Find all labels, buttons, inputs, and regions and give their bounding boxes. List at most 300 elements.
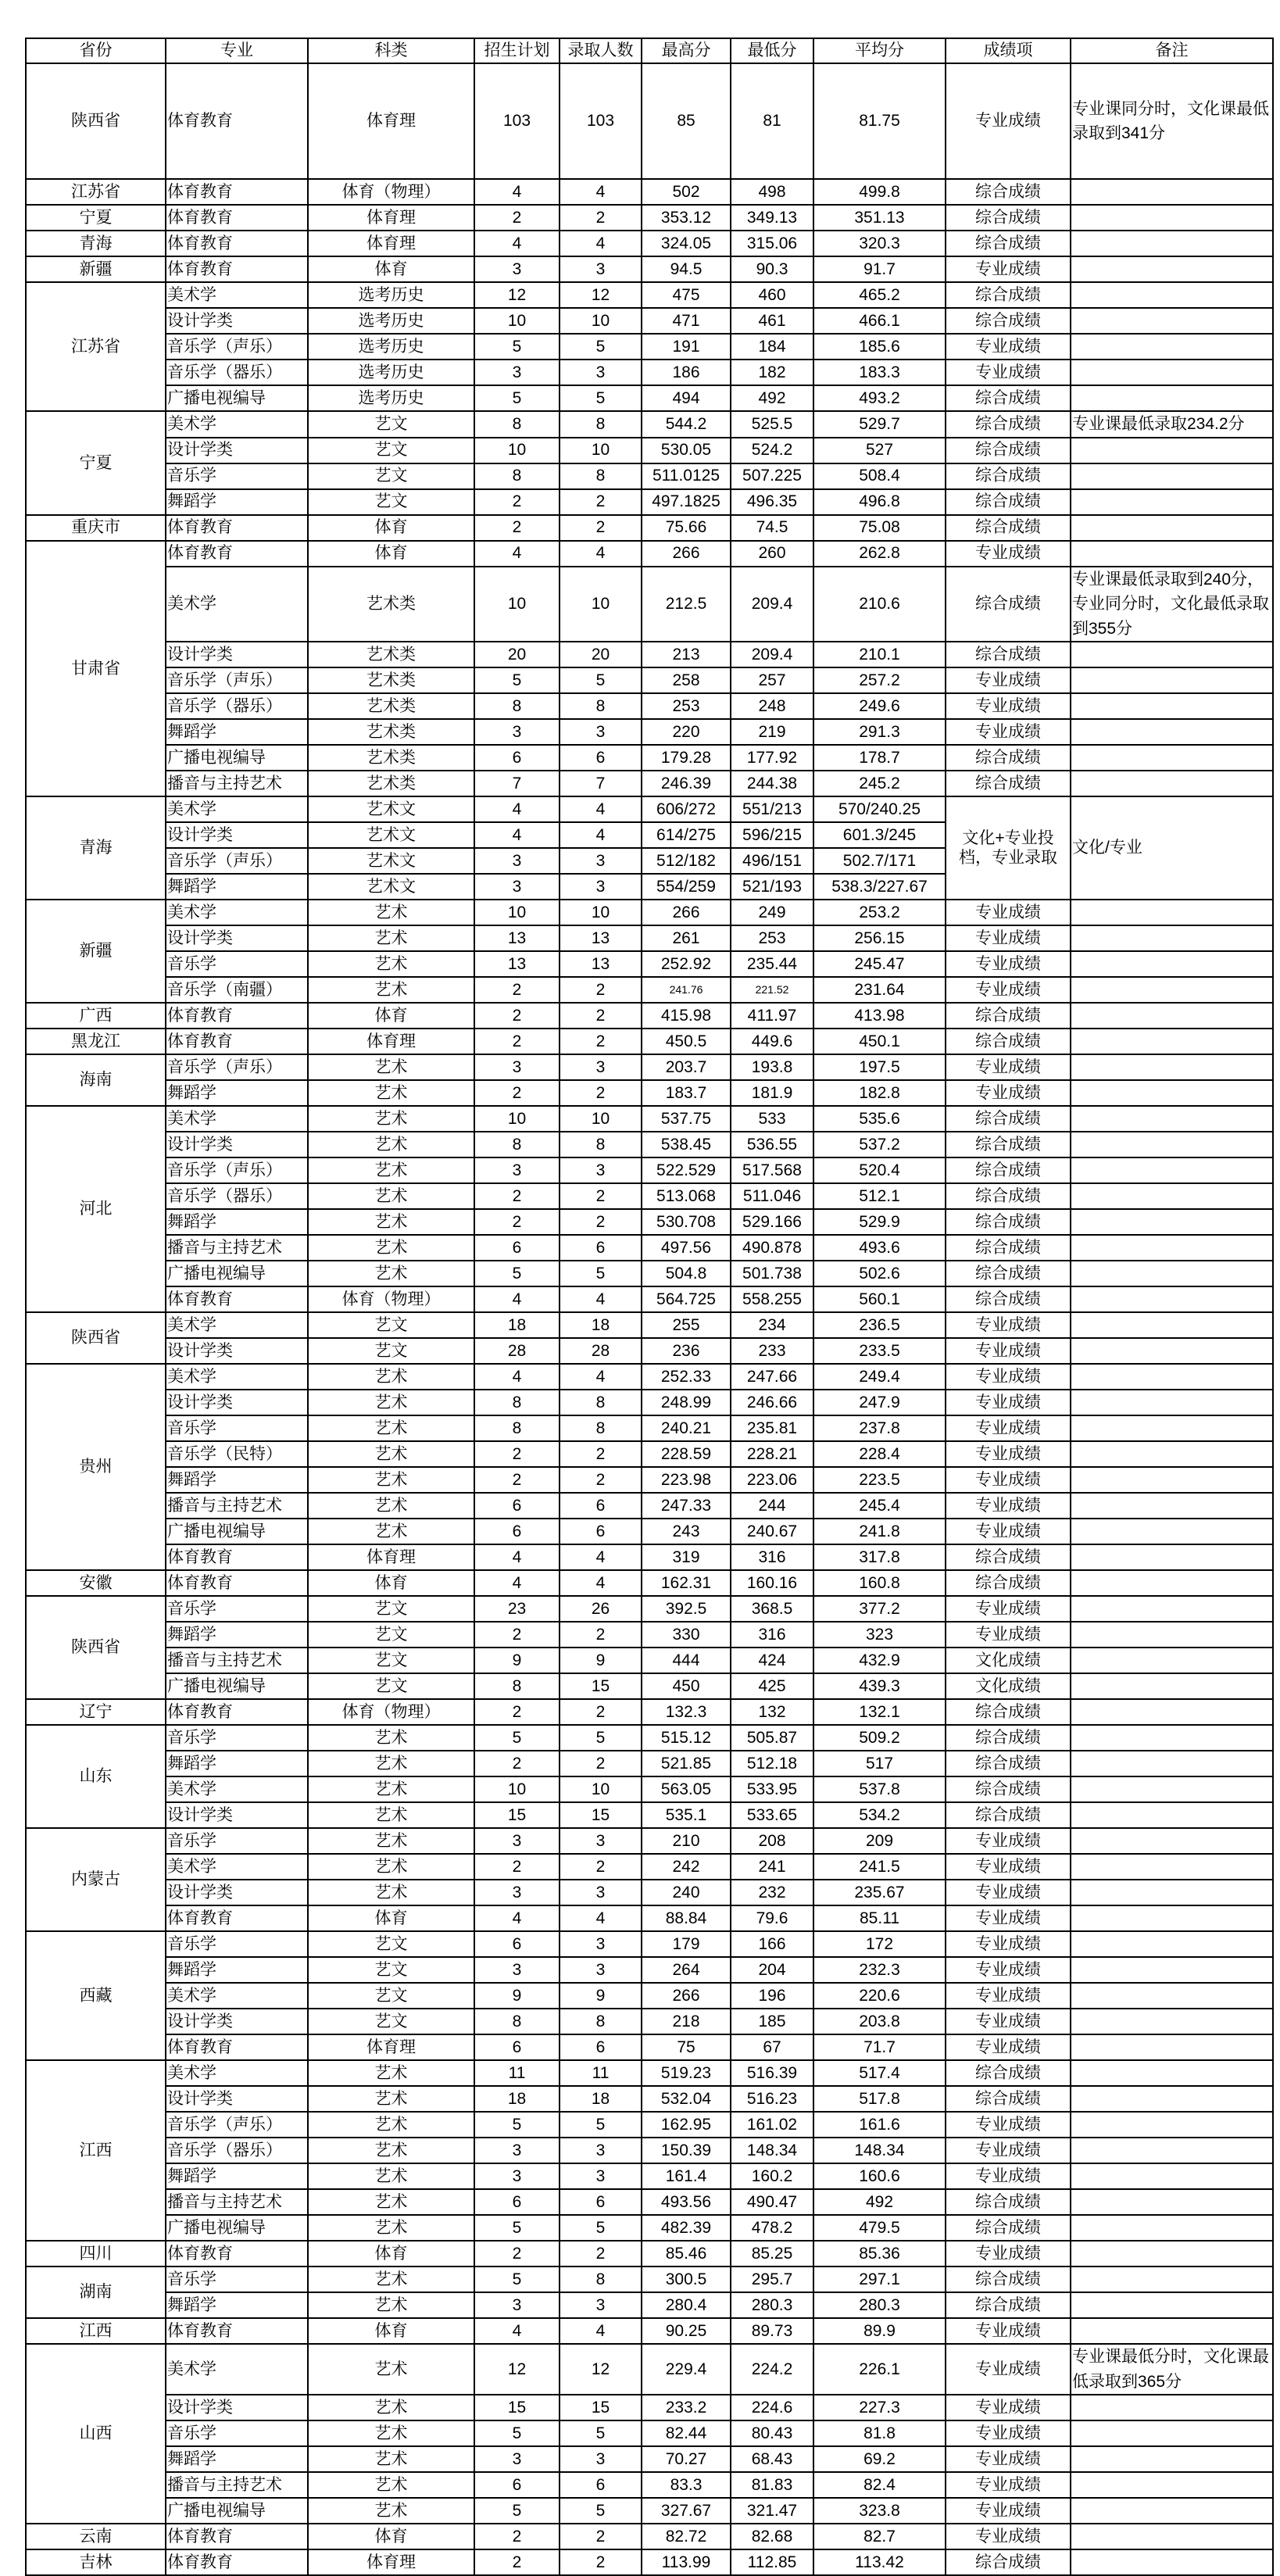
score-type-cell: 综合成绩 [946,1725,1071,1751]
admitted-cell: 15 [560,2395,642,2420]
plan-cell: 5 [474,2112,560,2138]
admitted-cell: 5 [560,2420,642,2446]
score-type-cell: 文化成绩 [946,1648,1071,1673]
avg-score-cell: 432.9 [813,1648,946,1673]
province-cell: 海南 [26,1054,166,1106]
table-row [26,1828,1273,1854]
plan-cell: 6 [474,745,560,771]
major-cell: 音乐学 [166,463,308,489]
admitted-cell: 3 [560,256,642,282]
major-cell: 广播电视编导 [166,745,308,771]
avg-score-cell: 509.2 [813,1725,946,1751]
min-score-cell: 507.225 [731,463,813,489]
admitted-cell: 2 [560,1699,642,1725]
avg-score-cell: 529.9 [813,1209,946,1235]
avg-score-cell: 85.36 [813,2241,946,2267]
province-cell: 内蒙古 [26,1828,166,1931]
admitted-cell: 2 [560,1622,642,1648]
category-cell: 艺术 [308,1751,474,1776]
score-type-cell: 专业成绩 [946,1931,1071,1957]
note-cell [1071,2138,1273,2163]
plan-cell: 5 [474,2498,560,2524]
note-cell [1071,1725,1273,1751]
category-cell: 艺术 [308,2215,474,2241]
admitted-cell: 3 [560,1957,642,1983]
table-row [26,256,1273,282]
table-row [26,2138,1273,2163]
plan-cell: 15 [474,1802,560,1828]
note-cell [1071,1364,1273,1390]
table-row [26,1106,1273,1132]
category-cell: 艺术 [308,2344,474,2395]
major-cell: 体育教育 [166,515,308,541]
table-row [26,2318,1273,2344]
score-type-cell: 专业成绩 [946,951,1071,977]
table-row [26,2189,1273,2215]
major-cell: 美术学 [166,1312,308,1338]
note-cell [1071,2472,1273,2498]
plan-cell: 5 [474,2267,560,2292]
header-province: 省份 [26,38,166,63]
admission-scores-table [25,38,1274,2576]
note-cell [1071,179,1273,205]
max-score-cell: 497.1825 [642,489,731,515]
major-cell: 音乐学（器乐） [166,2138,308,2163]
category-cell: 艺术 [308,2498,474,2524]
avg-score-cell: 223.5 [813,1467,946,1493]
note-cell [1071,1235,1273,1261]
max-score-cell: 614/275 [642,822,731,848]
score-type-cell: 文化成绩 [946,1673,1071,1699]
note-cell [1071,2420,1273,2446]
plan-cell: 3 [474,1828,560,1854]
note-cell [1071,2446,1273,2472]
avg-score-cell: 517.4 [813,2060,946,2086]
note-cell [1071,900,1273,925]
category-cell: 体育（物理） [308,1699,474,1725]
table-row [26,463,1273,489]
admitted-cell: 7 [560,771,642,796]
note-cell [1071,1544,1273,1570]
plan-cell: 8 [474,411,560,438]
category-cell: 艺术 [308,2060,474,2086]
avg-score-cell: 323 [813,1622,946,1648]
min-score-cell: 498 [731,179,813,205]
score-type-cell: 专业成绩 [946,1983,1071,2009]
table-row [26,1364,1273,1390]
score-type-cell: 综合成绩 [946,1544,1071,1570]
max-score-cell: 482.39 [642,2215,731,2241]
score-type-cell: 专业成绩 [946,1493,1071,1519]
category-cell: 艺术 [308,1054,474,1080]
category-cell: 艺文 [308,1931,474,1957]
min-score-cell: 536.55 [731,1132,813,1157]
province-cell: 宁夏 [26,411,166,515]
plan-cell: 3 [474,2138,560,2163]
score-type-cell: 文化+专业投档，专业录取 [946,796,1071,900]
plan-cell: 8 [474,463,560,489]
major-cell: 音乐学（器乐） [166,1183,308,1209]
score-type-cell: 专业成绩 [946,2472,1071,2498]
max-score-cell: 240.21 [642,1415,731,1441]
table-row [26,1776,1273,1802]
admitted-cell: 4 [560,179,642,205]
admitted-cell: 18 [560,1312,642,1338]
min-score-cell: 74.5 [731,515,813,541]
category-cell: 艺术类 [308,567,474,642]
avg-score-cell: 508.4 [813,463,946,489]
avg-score-cell: 236.5 [813,1312,946,1338]
avg-score-cell: 182.8 [813,1080,946,1106]
plan-cell: 5 [474,385,560,411]
min-score-cell: 516.39 [731,2060,813,2086]
note-cell [1071,541,1273,567]
note-cell [1071,1003,1273,1029]
avg-score-cell: 172 [813,1931,946,1957]
max-score-cell: 280.4 [642,2292,731,2318]
category-cell: 艺术 [308,951,474,977]
avg-score-cell: 257.2 [813,667,946,693]
plan-cell: 3 [474,1054,560,1080]
table-row [26,1751,1273,1776]
category-cell: 选考历史 [308,360,474,385]
score-type-cell: 专业成绩 [946,925,1071,951]
score-type-cell: 专业成绩 [946,2241,1071,2267]
category-cell: 艺术 [308,1880,474,1905]
admitted-cell: 4 [560,796,642,822]
major-cell: 音乐学（器乐） [166,693,308,719]
category-cell: 艺术 [308,1106,474,1132]
avg-score-cell: 113.42 [813,2549,946,2575]
score-type-cell: 综合成绩 [946,438,1071,463]
avg-score-cell: 197.5 [813,1054,946,1080]
max-score-cell: 210 [642,1828,731,1854]
min-score-cell: 182 [731,360,813,385]
max-score-cell: 502 [642,179,731,205]
avg-score-cell: 85.11 [813,1905,946,1931]
max-score-cell: 475 [642,282,731,308]
major-cell: 美术学 [166,2344,308,2395]
avg-score-cell: 245.47 [813,951,946,977]
min-score-cell: 244.38 [731,771,813,796]
max-score-cell: 450.5 [642,1029,731,1054]
admitted-cell: 10 [560,900,642,925]
max-score-cell: 513.068 [642,1183,731,1209]
avg-score-cell: 512.1 [813,1183,946,1209]
admitted-cell: 2 [560,1080,642,1106]
note-cell [1071,2267,1273,2292]
note-cell [1071,951,1273,977]
min-score-cell: 204 [731,1957,813,1983]
table-row [26,1570,1273,1596]
min-score-cell: 90.3 [731,256,813,282]
province-cell: 河北 [26,1106,166,1312]
score-type-cell: 综合成绩 [946,2292,1071,2318]
max-score-cell: 236 [642,1338,731,1364]
table-row [26,1905,1273,1931]
plan-cell: 6 [474,1235,560,1261]
min-score-cell: 260 [731,541,813,567]
score-type-cell: 综合成绩 [946,1699,1071,1725]
avg-score-cell: 502.7/171 [813,848,946,874]
score-type-cell: 专业成绩 [946,2395,1071,2420]
major-cell: 设计学类 [166,308,308,334]
admitted-cell: 8 [560,693,642,719]
note-cell [1071,1828,1273,1854]
min-score-cell: 82.68 [731,2524,813,2549]
admitted-cell: 4 [560,1364,642,1390]
plan-cell: 4 [474,231,560,256]
table-row [26,1390,1273,1415]
admitted-cell: 8 [560,1132,642,1157]
note-cell [1071,1467,1273,1493]
major-cell: 音乐学 [166,951,308,977]
table-row [26,1261,1273,1286]
min-score-cell: 461 [731,308,813,334]
note-cell [1071,1570,1273,1596]
table-row [26,1029,1273,1054]
major-cell: 舞蹈学 [166,874,308,900]
admitted-cell: 2 [560,1029,642,1054]
score-type-cell: 专业成绩 [946,1622,1071,1648]
major-cell: 美术学 [166,796,308,822]
avg-score-cell: 517.8 [813,2086,946,2112]
note-cell [1071,2215,1273,2241]
table-row [26,1519,1273,1544]
note-cell [1071,334,1273,360]
major-cell: 音乐学（声乐） [166,667,308,693]
province-cell: 江苏省 [26,282,166,411]
score-type-cell: 综合成绩 [946,463,1071,489]
plan-cell: 5 [474,1261,560,1286]
admitted-cell: 4 [560,231,642,256]
avg-score-cell: 262.8 [813,541,946,567]
note-cell [1071,745,1273,771]
plan-cell: 13 [474,951,560,977]
avg-score-cell: 71.7 [813,2034,946,2060]
note-cell [1071,438,1273,463]
admitted-cell: 3 [560,1880,642,1905]
category-cell: 艺文 [308,1596,474,1622]
avg-score-cell: 233.5 [813,1338,946,1364]
plan-cell: 6 [474,2472,560,2498]
avg-score-cell: 538.3/227.67 [813,874,946,900]
avg-score-cell: 228.4 [813,1441,946,1467]
category-cell: 艺术 [308,2267,474,2292]
plan-cell: 3 [474,2163,560,2189]
note-cell [1071,1493,1273,1519]
admitted-cell: 20 [560,642,642,667]
table-row [26,2034,1273,2060]
category-cell: 艺术 [308,1132,474,1157]
note-cell [1071,1415,1273,1441]
plan-cell: 3 [474,1957,560,1983]
note-cell [1071,1648,1273,1673]
avg-score-cell: 493.6 [813,1235,946,1261]
score-type-cell: 专业成绩 [946,2138,1071,2163]
category-cell: 艺文 [308,1622,474,1648]
avg-score-cell: 297.1 [813,2267,946,2292]
score-type-cell: 综合成绩 [946,515,1071,541]
province-cell: 吉林 [26,2549,166,2575]
major-cell: 体育教育 [166,2034,308,2060]
note-cell [1071,360,1273,385]
avg-score-cell: 413.98 [813,1003,946,1029]
province-cell: 辽宁 [26,1699,166,1725]
avg-score-cell: 537.8 [813,1776,946,1802]
min-score-cell: 184 [731,334,813,360]
avg-score-cell: 537.2 [813,1132,946,1157]
score-type-cell: 专业成绩 [946,1364,1071,1390]
category-cell: 艺术类 [308,771,474,796]
category-cell: 体育理 [308,1544,474,1570]
table-row [26,1132,1273,1157]
max-score-cell: 327.67 [642,2498,731,2524]
major-cell: 音乐学（声乐） [166,2112,308,2138]
max-score-cell: 132.3 [642,1699,731,1725]
plan-cell: 18 [474,2086,560,2112]
max-score-cell: 532.04 [642,2086,731,2112]
admitted-cell: 5 [560,385,642,411]
avg-score-cell: 320.3 [813,231,946,256]
table-row [26,1622,1273,1648]
max-score-cell: 161.4 [642,2163,731,2189]
avg-score-cell: 69.2 [813,2446,946,2472]
table-row [26,771,1273,796]
category-cell: 艺术文 [308,848,474,874]
plan-cell: 9 [474,1648,560,1673]
category-cell: 艺术类 [308,719,474,745]
category-cell: 艺术类 [308,693,474,719]
note-cell [1071,1338,1273,1364]
min-score-cell: 478.2 [731,2215,813,2241]
category-cell: 艺术 [308,1441,474,1467]
note-cell [1071,2163,1273,2189]
min-score-cell: 425 [731,1673,813,1699]
min-score-cell: 185 [731,2009,813,2034]
header-note: 备注 [1071,38,1273,63]
major-cell: 设计学类 [166,1802,308,1828]
max-score-cell: 75 [642,2034,731,2060]
major-cell: 美术学 [166,900,308,925]
avg-score-cell: 249.6 [813,693,946,719]
major-cell: 美术学 [166,1983,308,2009]
avg-score-cell: 499.8 [813,179,946,205]
min-score-cell: 85.25 [731,2241,813,2267]
max-score-cell: 203.7 [642,1054,731,1080]
category-cell: 艺术 [308,900,474,925]
min-score-cell: 516.23 [731,2086,813,2112]
table-row [26,1957,1273,1983]
category-cell: 艺文 [308,489,474,515]
major-cell: 音乐学 [166,1725,308,1751]
avg-score-cell: 241.5 [813,1854,946,1880]
admitted-cell: 2 [560,1003,642,1029]
province-cell: 青海 [26,796,166,900]
category-cell: 选考历史 [308,385,474,411]
min-score-cell: 316 [731,1622,813,1648]
admitted-cell: 8 [560,2009,642,2034]
table-row [26,385,1273,411]
min-score-cell: 368.5 [731,1596,813,1622]
province-cell: 江西 [26,2318,166,2344]
min-score-cell: 247.66 [731,1364,813,1390]
plan-cell: 3 [474,874,560,900]
score-type-cell: 专业成绩 [946,1854,1071,1880]
plan-cell: 5 [474,2420,560,2446]
admitted-cell: 2 [560,977,642,1003]
note-cell [1071,2009,1273,2034]
major-cell: 音乐学（声乐） [166,848,308,874]
category-cell: 艺文 [308,1312,474,1338]
major-cell: 舞蹈学 [166,1751,308,1776]
max-score-cell: 83.3 [642,2472,731,2498]
header-score-type: 成绩项 [946,38,1071,63]
max-score-cell: 497.56 [642,1235,731,1261]
note-cell [1071,205,1273,231]
max-score-cell: 229.4 [642,2344,731,2395]
min-score-cell: 80.43 [731,2420,813,2446]
category-cell: 艺术 [308,2086,474,2112]
major-cell: 舞蹈学 [166,2292,308,2318]
table-row [26,567,1273,642]
score-type-cell: 综合成绩 [946,308,1071,334]
note-cell [1071,2060,1273,2086]
max-score-cell: 213 [642,642,731,667]
category-cell: 艺文 [308,438,474,463]
plan-cell: 3 [474,2446,560,2472]
min-score-cell: 529.166 [731,1209,813,1235]
avg-score-cell: 209 [813,1828,946,1854]
note-cell [1071,2241,1273,2267]
table-row [26,925,1273,951]
min-score-cell: 533.65 [731,1802,813,1828]
avg-score-cell: 291.3 [813,719,946,745]
category-cell: 艺术 [308,1235,474,1261]
category-cell: 艺术类 [308,642,474,667]
max-score-cell: 261 [642,925,731,951]
score-type-cell: 综合成绩 [946,567,1071,642]
category-cell: 艺文 [308,1673,474,1699]
score-type-cell: 专业成绩 [946,2009,1071,2034]
category-cell: 艺术 [308,2189,474,2215]
min-score-cell: 148.34 [731,2138,813,2163]
major-cell: 广播电视编导 [166,2215,308,2241]
table-row [26,951,1273,977]
plan-cell: 2 [474,2241,560,2267]
max-score-cell: 515.12 [642,1725,731,1751]
avg-score-cell: 520.4 [813,1157,946,1183]
header-row [26,38,1273,63]
max-score-cell: 82.72 [642,2524,731,2549]
category-cell: 艺术 [308,1080,474,1106]
table-row [26,1441,1273,1467]
admitted-cell: 3 [560,1931,642,1957]
admitted-cell: 5 [560,1261,642,1286]
province-cell: 重庆市 [26,515,166,541]
major-cell: 设计学类 [166,822,308,848]
max-score-cell: 248.99 [642,1390,731,1415]
admitted-cell: 10 [560,1776,642,1802]
avg-score-cell: 232.3 [813,1957,946,1983]
plan-cell: 2 [474,1699,560,1725]
header-min-score: 最低分 [731,38,813,63]
max-score-cell: 162.31 [642,1570,731,1596]
table-row [26,1673,1273,1699]
score-type-cell: 综合成绩 [946,179,1071,205]
score-type-cell: 专业成绩 [946,1054,1071,1080]
major-cell: 体育教育 [166,179,308,205]
